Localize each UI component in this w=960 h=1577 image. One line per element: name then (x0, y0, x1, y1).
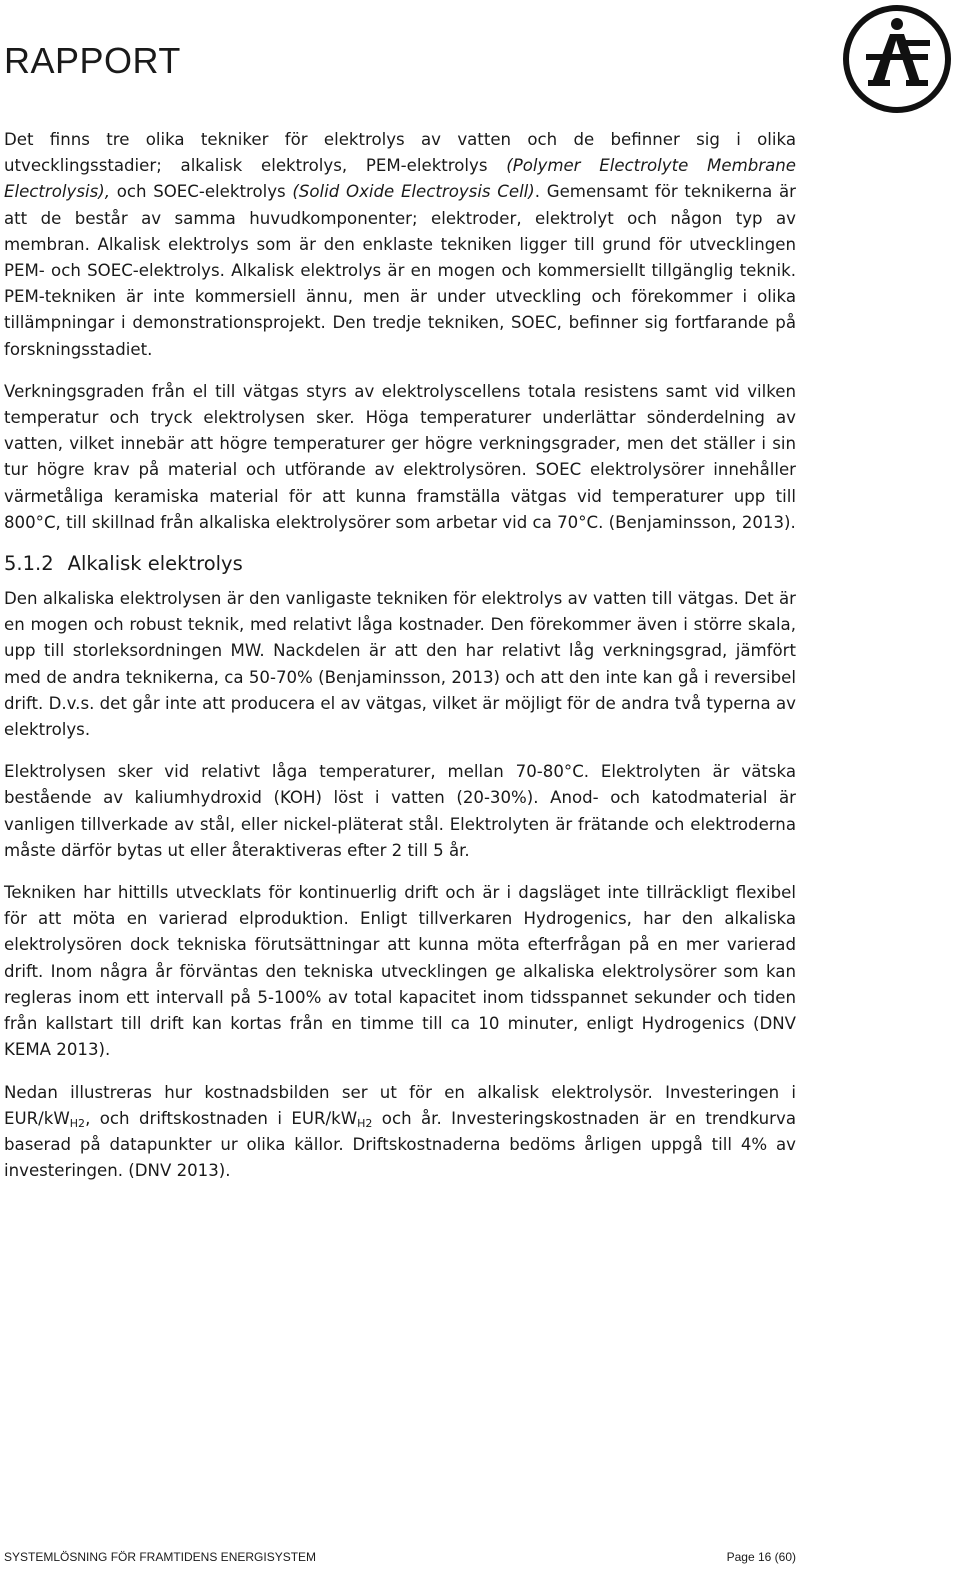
af-logo-icon (842, 4, 952, 114)
section-heading (4, 552, 796, 576)
paragraph-efficiency: Verkningsgraden från el till vätgas styrs av elektrolyscellens totala resistens samt vid vilken temperatur och tryck elektrolysen sker. Höga temperaturer underlättar sönderdelning av vatten, vilket innebär att högre temperaturer ger högre verkningsgrader, men det ställer i sin tur högre krav på material och utförande av elektrolysören. SOEC elektrolysörer innehåller värmetåliga keramiska material för att kunna framställa vätgas vid temperaturer upp till 800°C, till skillnad från alkaliska elektrolysörer som arbetar vid ca 70°C. (Benjaminsson, 2013). (4, 381, 796, 532)
page-title: RAPPORT (4, 40, 181, 81)
paragraph-text-italic: (Polymer Electrolyte Membrane Electrolysis), (4, 156, 796, 202)
paragraph-text: och år. Investeringskostnaden är en trendkurva baserad på datapunkter ur olika källor. Driftskostnaderna bedöms årligen uppgå till 4% av investeringen. (DNV 2013). (4, 1108, 796, 1181)
paragraph-text: . Gemensamt för teknikerna är att de består av samma huvudkomponenter; elektroder, elektrolyt och någon typ av membran. Alkalisk elektrolys som är den enklaste tekniken ligger till grund för utvecklingen PEM- och SOEC-elektrolys. Alkalisk elektrolys är en mogen och kommersiellt tillgänglig teknik. PEM-tekniken är inte kommersiell ännu, men är under utveckling och förekommer i olika tillämpningar i demonstrationsprojekt. Den tredje tekniken, SOEC, befinner sig fortfarande på forskningsstadiet. (4, 182, 796, 359)
paragraph-text: och SOEC-elektrolys (110, 182, 293, 202)
paragraph-text: , och driftskostnaden i EUR/kW (85, 1108, 358, 1128)
report-body (4, 127, 796, 1200)
paragraph-text: Det finns tre olika tekniker för elektrolys av vatten och de befinner sig i olika utvecklingsstadier; alkalisk elektrolys, PEM-elektrolys (4, 130, 796, 176)
page-footer (4, 1550, 796, 1564)
paragraph-costs (4, 1080, 796, 1185)
paragraph-text-italic: (Solid Oxide Electroysis Cell) (292, 182, 535, 202)
paragraph-text: Nedan illustreras hur kostnadsbilden ser ut för en alkalisk elektrolysör. Investeringen i EUR/kW (4, 1082, 796, 1128)
paragraph-alkaline-overview: Den alkaliska elektrolysen är den vanligaste tekniken för elektrolys av vatten till vätgas. Det är en mogen och robust teknik, med relativt låga kostnader. Den förekommer även i större skala, upp till storleksordningen MW. Nackdelen är att den har relativt låg verkningsgrad, jämfört med de andra teknikerna, ca 50-70% (Benjaminsson, 2013) och att den inte kan gå i reversibel drift. D.v.s. det går inte att producera el av vätgas, vilket är möjligt för de andra två typerna av elektrolys. (4, 589, 796, 740)
subscript-h2: H2 (357, 1116, 373, 1130)
section-number: 5.1.2 (4, 552, 54, 576)
footer-document-title: SYSTEMLÖSNING FÖR FRAMTIDENS ENERGISYSTEM (4, 1550, 317, 1564)
paragraph-flexibility: Tekniken har hittills utvecklats för kontinuerlig drift och är i dagsläget inte tillräckligt flexibel för att möta en varierad elproduktion. Enligt tillverkaren Hydrogenics, har den alkaliska elektrolysören dock tekniska förutsättningar att kunna möta efterfrågan på en mer varierad drift. Inom några år förväntas den tekniska utvecklingen ge alkaliska elektrolysörer som kan regleras inom ett intervall på 5-100% av total kapacitet inom tidsspannet sekunder och tiden från kallstart till drift kan kortas från en timme till ca 10 minuter, enligt Hydrogenics (DNV KEMA 2013). (4, 883, 796, 1060)
paragraph-electrolysis-techniques (4, 127, 796, 363)
section-title: Alkalisk elektrolys (67, 552, 243, 576)
subscript-h2: H2 (69, 1116, 86, 1130)
page-number: Page 16 (60) (726, 1550, 796, 1564)
paragraph-electrolyte: Elektrolysen sker vid relativt låga temperaturer, mellan 70-80°C. Elektrolyten är vätska bestående av kaliumhydroxid (KOH) löst i vatten (20-30%). Anod- och katodmaterial är vanligen tillverkade av stål, eller nickel-pläterat stål. Elektrolyten är frätande och elektroderna måste därför bytas ut eller återaktiveras efter 2 till 5 år. (4, 762, 796, 860)
